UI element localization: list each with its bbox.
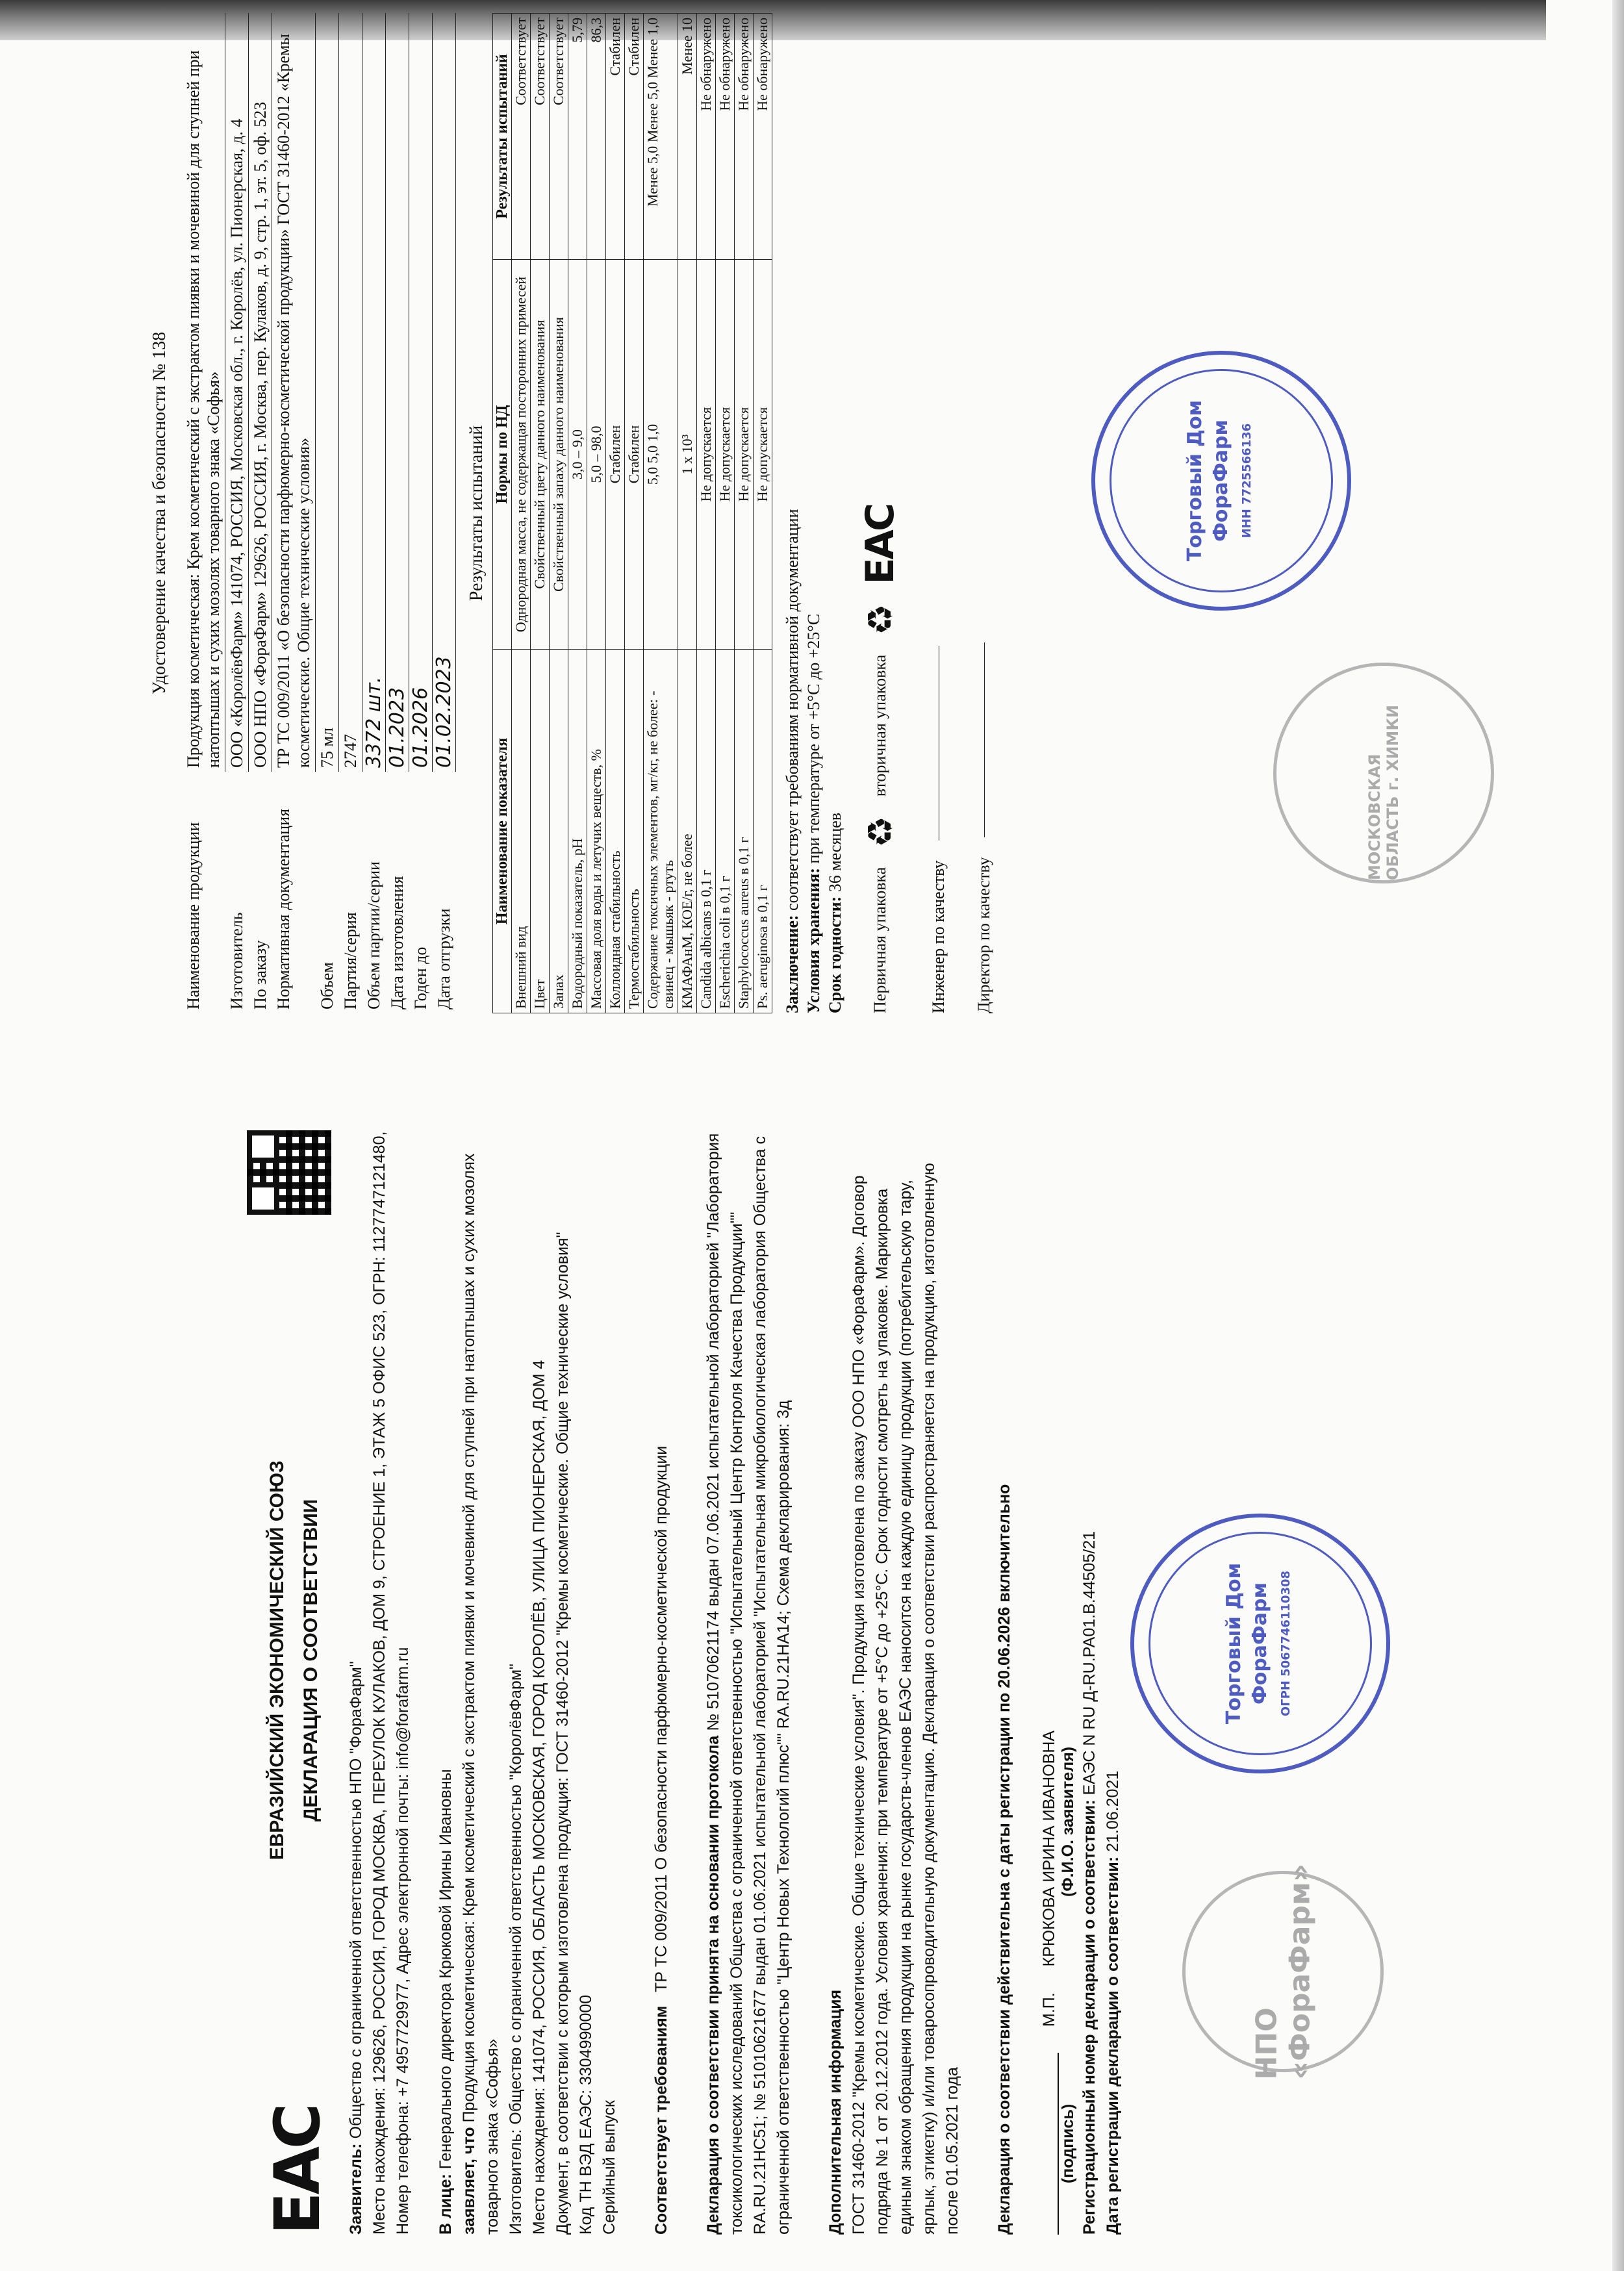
- info-value: 75 мл: [316, 13, 339, 772]
- info-value: ТР ТС 009/2011 «О безопасности парфюмерно-косметической продукции» ГОСТ 31460-2012 «Кремы косметические. Общие технические условия»: [272, 13, 316, 772]
- results-cell-norm: Не допускается: [735, 260, 754, 650]
- col-header-norm: Нормы по НД: [493, 260, 512, 650]
- results-cell-result: Менее 10: [678, 14, 697, 260]
- info-label: Дата изготовления: [387, 876, 407, 1009]
- results-cell-norm: Однородная масса, не содержащая посторонних примесей: [512, 260, 531, 650]
- signature-row: [1035, 1130, 1059, 2235]
- tn-ved-code: Код ТН ВЭД ЕАЭС: 3304990000: [577, 1994, 595, 2235]
- storage: Условия хранения: при температуре от +5°С до +25°С: [804, 613, 823, 1013]
- declaration-titles: [266, 1247, 322, 2074]
- basis: Декларация о соответствии принята на основании протокола № 51070621174 выдан 07.06.2021 испытательной лабораторией "Лаборатория токсикологических исследований Общества с ограниченной ответственностью "Испытательный Центр Контроля Качества Продукции"" RA.RU.21НС51; № 51010621677 выдан 01.06.2021 испытательной лабораторией "Испытательная микробиологическая лаборатория Общества с ограниченной ответственностью "Центр Новых Технологий плюс"" RA.RU.21НА14; Схема декларирования: 3д: [704, 1133, 793, 2235]
- results-cell-norm: Не допускается: [697, 260, 716, 650]
- results-cell-name: Термостабильность: [625, 650, 644, 1013]
- info-value: 01.2023: [386, 13, 409, 772]
- results-row: [625, 14, 644, 1013]
- results-row: [754, 14, 772, 1013]
- results-cell-name: Запах: [550, 650, 568, 1013]
- info-row: [339, 13, 362, 1013]
- info-label: Партия/серия: [340, 912, 360, 1009]
- results-cell-name: КМАФАнМ, КОЕ/г, не более: [678, 650, 697, 1013]
- declaration-title: ДЕКЛАРАЦИЯ О СООТВЕТСТВИИ: [300, 1499, 322, 1822]
- results-row: [550, 14, 568, 1013]
- info-value: ООО «КоролёвФарм» 141074, РОССИЯ, Московская обл., г. Королёв, ул. Пионерская, д. 4: [225, 13, 249, 772]
- signer-caption: (Ф.И.О. заявителя): [1059, 1746, 1077, 1897]
- info-value: ООО НПО «ФораФарм» 129626, РОССИЯ, г. Москва, пер. Кулаков, д. 9, стр. 1, эт. 5, оф. 523: [249, 13, 272, 772]
- results-cell-result: Не обнаружено: [735, 14, 754, 260]
- results-cell-norm: 5,0 – 98,0: [587, 260, 606, 650]
- results-cell-result: 86,3: [587, 14, 606, 260]
- company-seal-declaration: Торговый Дом ФораФарм ОГРН 5067746110308: [1130, 1514, 1390, 1773]
- info-row: [386, 13, 409, 1013]
- results-cell-name: Внешний вид: [512, 650, 531, 1013]
- certificate-panel: [149, 13, 1137, 1013]
- certificate-title: Удостоверение качества и безопасности № 138: [149, 331, 170, 695]
- primary-packaging: Первичная упаковка: [870, 867, 889, 1013]
- engineer-row: [929, 13, 948, 1013]
- manufacturer-address: Место нахождения: 141074, РОССИЯ, ОБЛАСТЬ МОСКОВСКАЯ, ГОРОД КОРОЛЁВ, УЛИЦА ПИОНЕРСКАЯ, ДОМ 4: [530, 1360, 548, 2235]
- results-cell-name: Массовая доля воды и летучих веществ, %: [587, 650, 606, 1013]
- company-seal-certificate: Торговый Дом ФораФарм ИНН 7725566136: [1091, 351, 1351, 611]
- results-row: [587, 14, 606, 1013]
- director-signature-line: [984, 642, 985, 837]
- manufacturer: Изготовитель: Общество с ограниченной ответственностью "КоролёвФарм": [507, 1664, 525, 2235]
- results-row: [716, 14, 735, 1013]
- results-cell-name: Коллоидная стабильность: [606, 650, 625, 1013]
- packaging-row: [857, 13, 903, 1013]
- info-label: По заказу: [250, 940, 270, 1009]
- reg-date: Дата регистрации декларации о соответствии: 21.06.2021: [1104, 1770, 1122, 2235]
- shelf-life: Срок годности: 36 месяцев: [826, 812, 844, 1013]
- results-table: [492, 13, 772, 1013]
- info-label: Годен до: [411, 946, 430, 1009]
- col-header-result: Результаты испытаний: [493, 14, 512, 260]
- signature-captions: [1059, 1130, 1078, 2235]
- standard-document: Документ, в соответствии с которым изготовлена продукция: ГОСТ 31460-2012 "Кремы косметические. Общие технические условия": [553, 1232, 572, 2235]
- results-cell-result: Не обнаружено: [754, 14, 772, 260]
- person: В лице: Генерального директора Крюковой Ирины Ивановны: [437, 1769, 455, 2235]
- eac-mark: EAC: [261, 2105, 334, 2235]
- results-row: [531, 14, 550, 1013]
- info-label: Наименование продукции: [184, 822, 203, 1009]
- results-cell-name: Содержание токсичных элементов, мг/кг, не более: - свинец - мышьяк - ртуть: [644, 650, 678, 1013]
- results-cell-result: Не обнаружено: [716, 14, 735, 260]
- info-row: [433, 13, 456, 1013]
- signer-name: КРЮКОВА ИРИНА ИВАНОВНА: [1040, 1730, 1058, 1967]
- info-row: [362, 13, 386, 1013]
- results-row: [697, 14, 716, 1013]
- info-value: 01.02.2023: [433, 13, 456, 772]
- info-row: [182, 13, 225, 1013]
- certificate-info-table: [182, 13, 456, 1013]
- info-label: Изготовитель: [227, 912, 246, 1009]
- eac-mark-small: EAC: [857, 504, 903, 585]
- applicant-address: Место нахождения: 129626, РОССИЯ, ГОРОД МОСКВА, ПЕРЕУЛОК КУЛАКОВ, ДОМ 9, СТРОЕНИЕ 1, ЭТАЖ 5 ОФИС 523, ОГРН: 1127747121480, Номер телефона: +7 4957729977, Адрес электронной почты: info@forafarm.ru: [370, 1131, 412, 2235]
- results-cell-norm: 1 х 10³: [678, 260, 697, 650]
- results-cell-name: Водородный показатель, pH: [568, 650, 587, 1013]
- union-title: ЕВРАЗИЙСКИЙ ЭКОНОМИЧЕСКИЙ СОЮЗ: [266, 1460, 288, 1860]
- info-label: Дата отгрузки: [434, 908, 453, 1009]
- scan-edge: [1612, 0, 1624, 2271]
- results-cell-norm: 5,0 5,0 1,0: [644, 260, 678, 650]
- secondary-packaging: вторичная упаковка: [870, 654, 889, 797]
- results-cell-result: Стабилен: [625, 14, 644, 260]
- info-label: Нормативная документация: [273, 808, 293, 1009]
- results-row: [735, 14, 754, 1013]
- results-cell-result: Соответствует: [512, 14, 531, 260]
- conclusion: Заключение: соответствует требованиям нормативной документации: [783, 509, 802, 1013]
- results-cell-result: 5,79: [568, 14, 587, 260]
- results-header-row: [493, 14, 512, 1013]
- results-cell-result: Менее 5,0 Менее 5,0 Менее 1,0: [644, 14, 678, 260]
- npo-seal: НПО «ФораФарм»: [1182, 1871, 1384, 2072]
- results-cell-norm: Не допускается: [716, 260, 735, 650]
- results-cell-norm: Стабилен: [625, 260, 644, 650]
- info-value: 3372 шт.: [362, 13, 386, 772]
- quality-seal-gray: МОСКОВСКАЯ ОБЛАСТЬ г. ХИМКИ: [1273, 663, 1494, 883]
- results-cell-name: Цвет: [531, 650, 550, 1013]
- qr-code-icon: [247, 1130, 331, 1215]
- engineer-label: Инженер по качеству: [929, 860, 948, 1013]
- results-cell-result: Не обнаружено: [697, 14, 716, 260]
- info-row: [316, 13, 339, 1013]
- recycle-icon-2: ♻: [861, 603, 900, 635]
- director-row: [974, 13, 994, 1013]
- declaration-panel: [247, 1130, 1122, 2235]
- results-cell-norm: Свойственный цвету данного наименования: [531, 260, 550, 650]
- results-cell-norm: Не допускается: [754, 260, 772, 650]
- info-row: [249, 13, 272, 1013]
- col-header-name: Наименование показателя: [493, 650, 512, 1013]
- info-value: Продукция косметическая: Крем косметический с экстрактом пиявки и мочевиной для ступней при натоптышах и сухих мозолях товарного знака «Софья»: [182, 13, 225, 772]
- sign-caption: (подпись): [1059, 2103, 1077, 2184]
- recycle-icon: ♻: [861, 816, 900, 848]
- applicant: Заявитель: Общество с ограниченной ответственностью НПО "ФораФарм": [347, 1661, 365, 2235]
- declares: заявляет, что Продукция косметическая: Крем косметический с экстрактом пиявки и мочевиной для ступней при натоптышах и сухих мозолях товарного знака «Софья»: [460, 1153, 501, 2235]
- extra-info-label: Дополнительная информация: [826, 1989, 844, 2235]
- results-row: [678, 14, 697, 1013]
- results-title: Результаты испытаний: [466, 425, 487, 602]
- results-cell-name: Ps. aeruginosa в 0,1 г: [754, 650, 772, 1013]
- extra-info: ГОСТ 31460-2012 "Кремы косметические. Общие технические условия". Продукция изготовлена по заказу ООО НПО «ФораФарм». Договор подряда № 1 от 20.12.2012 года. Условия хранения: при температуре от +5°С до +25°С. Срок годности смотреть на упаковке. Маркировка единым знаком обращения продукции на рынке государств-членов ЕАЭС наносится на каждую единицу продукции (потребительскую тару, ярлык, этикетку) и/или товаросопроводительную документацию. Декларация о соответствии распространяется на продукцию, изготовленную после 01.05.2021 года: [850, 1163, 961, 2235]
- results-row: [644, 14, 678, 1013]
- signature-line: [1035, 2053, 1059, 2235]
- mp-label: М.П.: [1040, 1992, 1058, 2027]
- results-cell-norm: Стабилен: [606, 260, 625, 650]
- info-row: [225, 13, 249, 1013]
- results-row: [606, 14, 625, 1013]
- results-cell-norm: Свойственный запаху данного наименования: [550, 260, 568, 650]
- info-row: [272, 13, 316, 1013]
- results-row: [512, 14, 531, 1013]
- info-row: [409, 13, 433, 1013]
- results-cell-result: Соответствует: [531, 14, 550, 260]
- reg-number: Регистрационный номер декларации о соответствии: ЕАЭС N RU Д-RU.РА01.В.44505/21: [1080, 1530, 1098, 2235]
- results-cell-result: Соответствует: [550, 14, 568, 260]
- info-label: Объем: [317, 962, 336, 1009]
- info-label: Объем партии/серии: [364, 861, 383, 1009]
- results-cell-name: Staphylococcus aureus в 0,1 г: [735, 650, 754, 1013]
- validity: Декларация о соответствии действительна с даты регистрации по 20.06.2026 включительно: [995, 1484, 1013, 2235]
- results-cell-name: Escherichia coli в 0,1 г: [716, 650, 735, 1013]
- serial-release: Серийный выпуск: [600, 2100, 618, 2235]
- declaration-header: [247, 1130, 344, 2235]
- conforms: Соответствует требованиям ТР ТС 009/2011 О безопасности парфюмерно-косметической продукции: [652, 1445, 670, 2235]
- info-value: 01.2026: [409, 13, 433, 772]
- results-cell-name: Candida albicans в 0,1 г: [697, 650, 716, 1013]
- director-label: Директор по качеству: [974, 857, 993, 1013]
- results-cell-norm: 3,0 – 9,0: [568, 260, 587, 650]
- results-cell-result: Стабилен: [606, 14, 625, 260]
- info-value: 2747: [339, 13, 362, 772]
- results-row: [568, 14, 587, 1013]
